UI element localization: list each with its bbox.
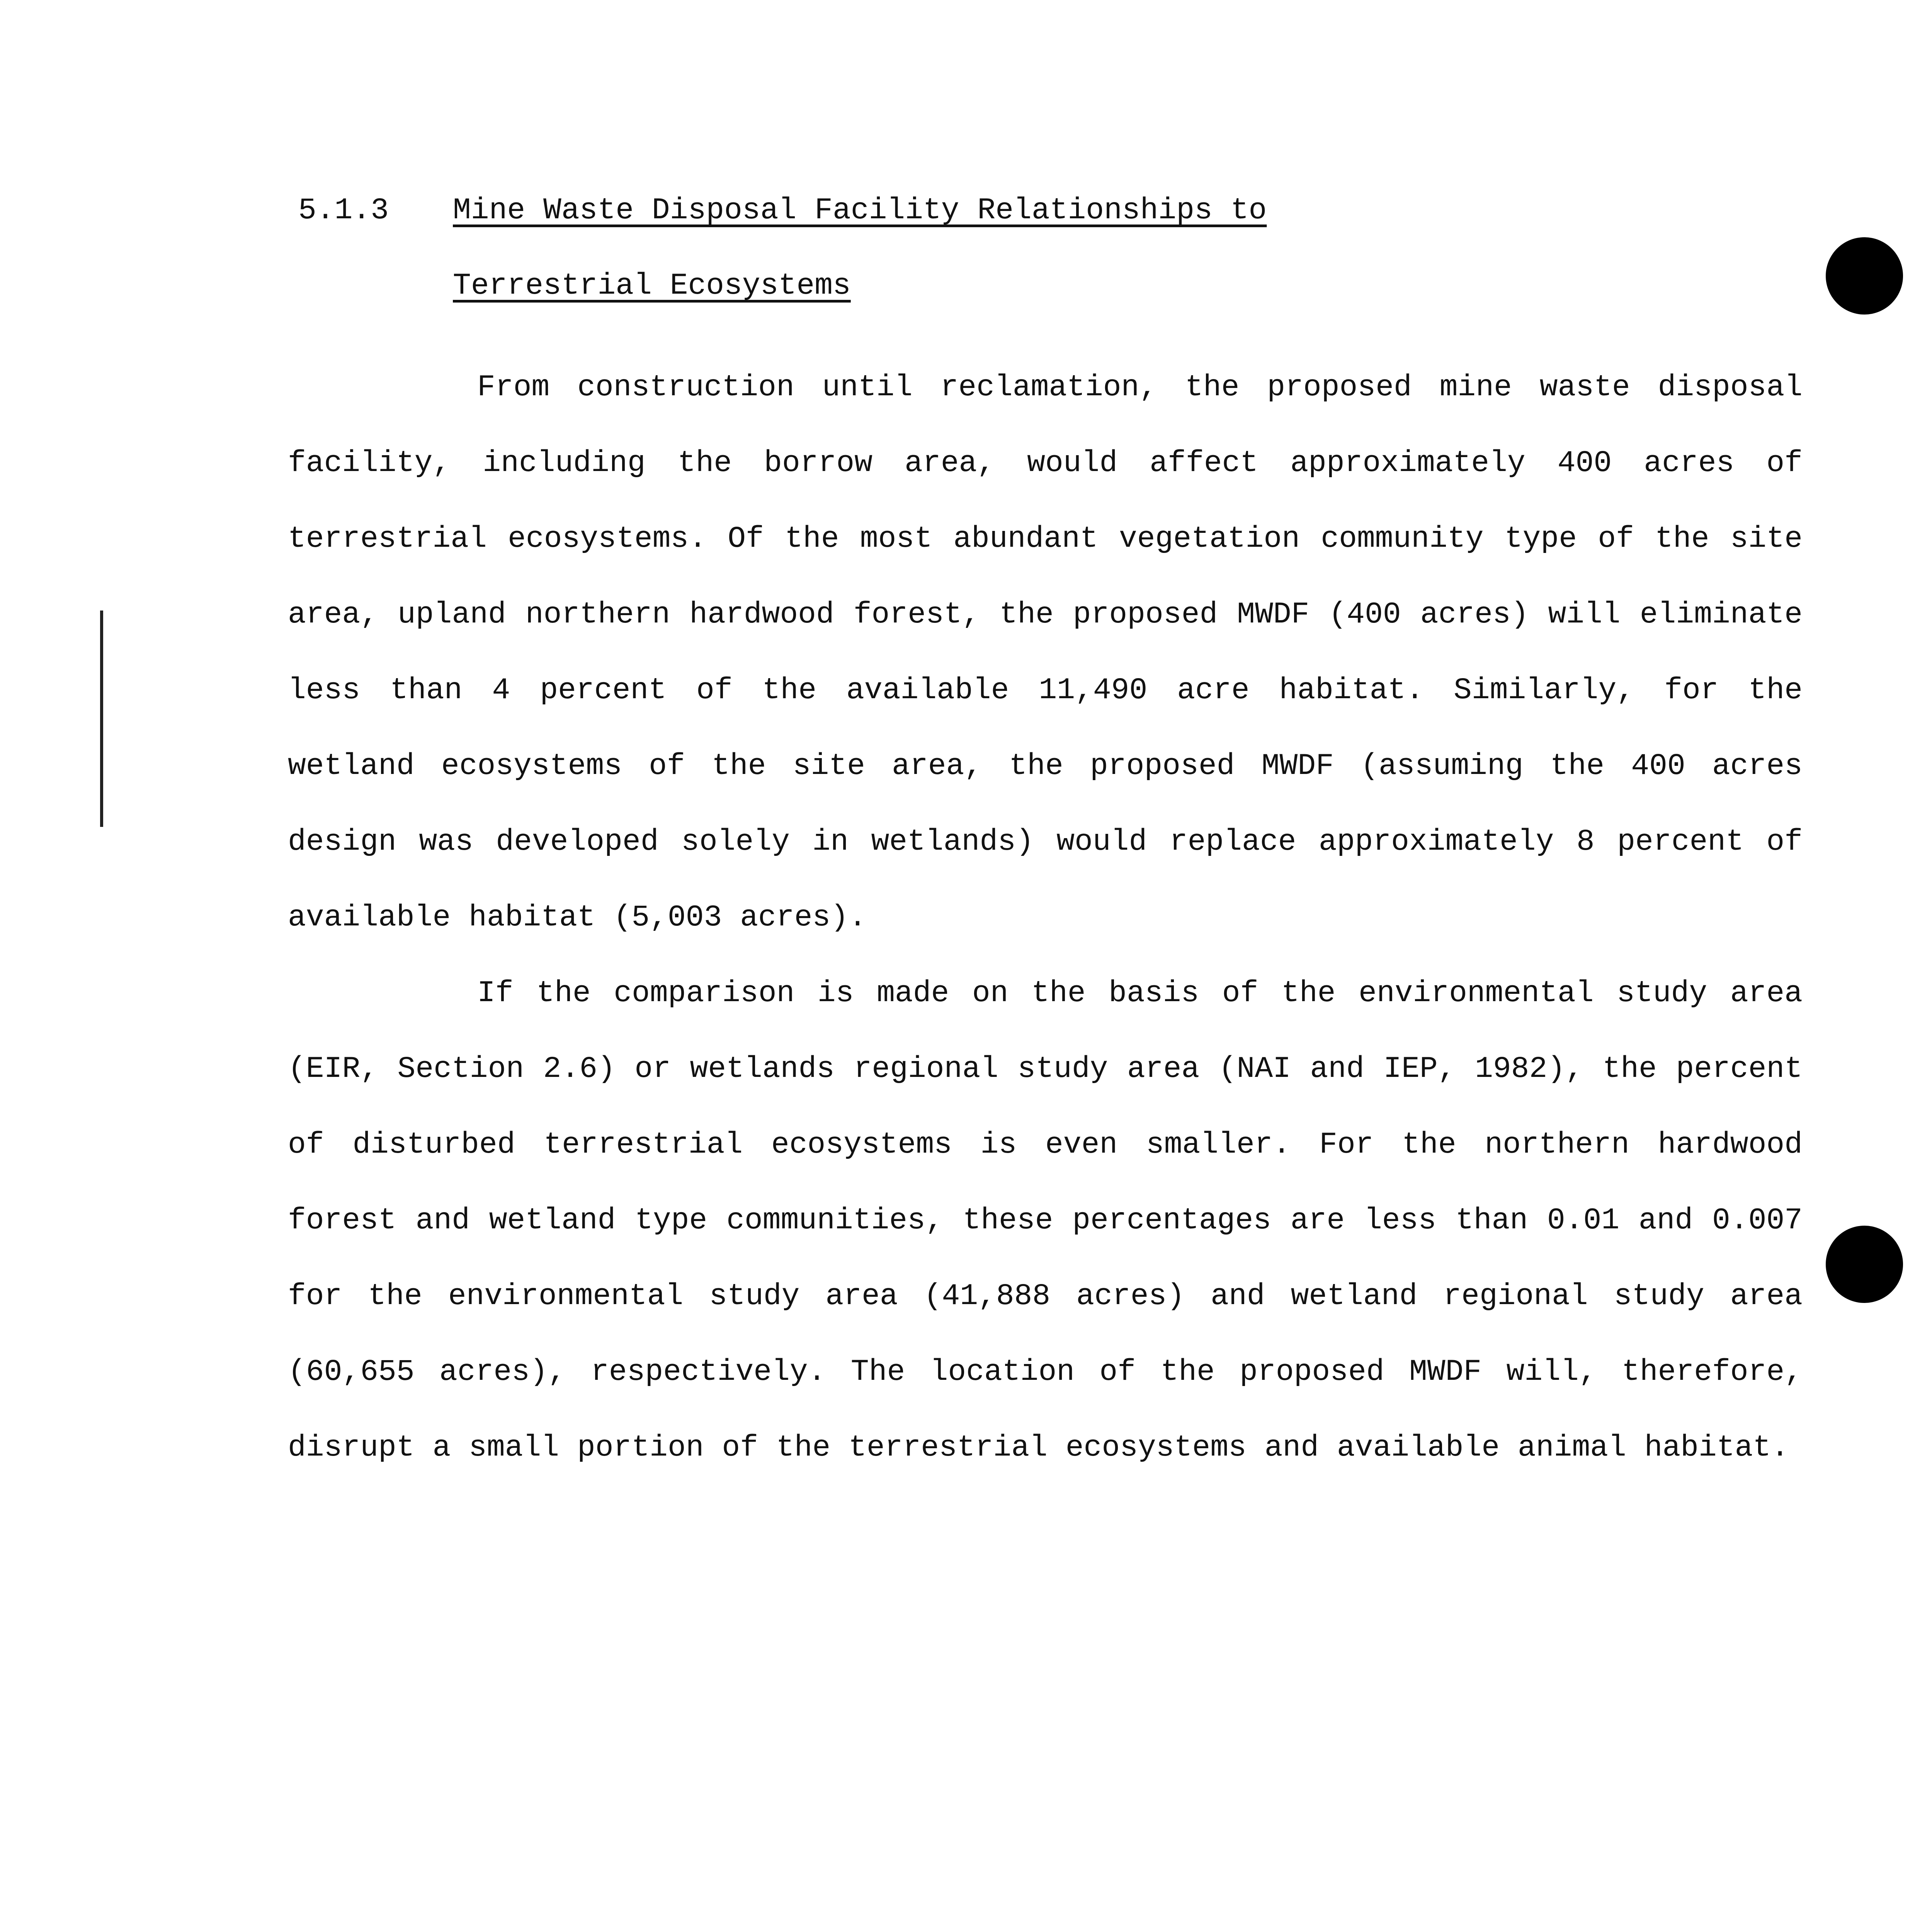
- section-number: 5.1.3: [298, 194, 389, 228]
- binder-hole-middle: [1826, 1226, 1903, 1303]
- body-text: [288, 350, 1803, 1486]
- revision-bar: [100, 611, 103, 827]
- section-title-line-2: Terrestrial Ecosystems: [453, 269, 851, 303]
- paragraph-1: From construction until reclamation, the proposed mine waste disposal facility, including the borrow area, would affect approximately 400 acres of terrestrial ecosystems. Of the most abundant vegetation community type of the site area, upland northern hardwood forest, the proposed MWDF (400 acres) will eliminate less than 4 percent of the available 11,490 acre habitat. Similarly, for the wetland ecosystems of the site area, the proposed MWDF (assuming the 400 acres design was developed solely in wetlands) would replace approximately 8 percent of available habitat (5,003 acres).: [288, 371, 1803, 935]
- binder-hole-top: [1826, 237, 1903, 315]
- section-title-line-1: Mine Waste Disposal Facility Relationships to: [453, 194, 1267, 228]
- paragraph-2: If the comparison is made on the basis of the environmental study area (EIR, Section 2.6) or wetlands regional study area (NAI and IEP, 1982), the percent of disturbed terrestrial ecosystems is even smaller. For the northern hardwood forest and wetland type communities, these percentages are less than 0.01 and 0.007 for the environmental study area (41,888 acres) and wetland regional study area (60,655 acres), respectively. The location of the proposed MWDF will, therefore, disrupt a small portion of the terrestrial ecosystems and available animal habitat.: [288, 976, 1803, 1465]
